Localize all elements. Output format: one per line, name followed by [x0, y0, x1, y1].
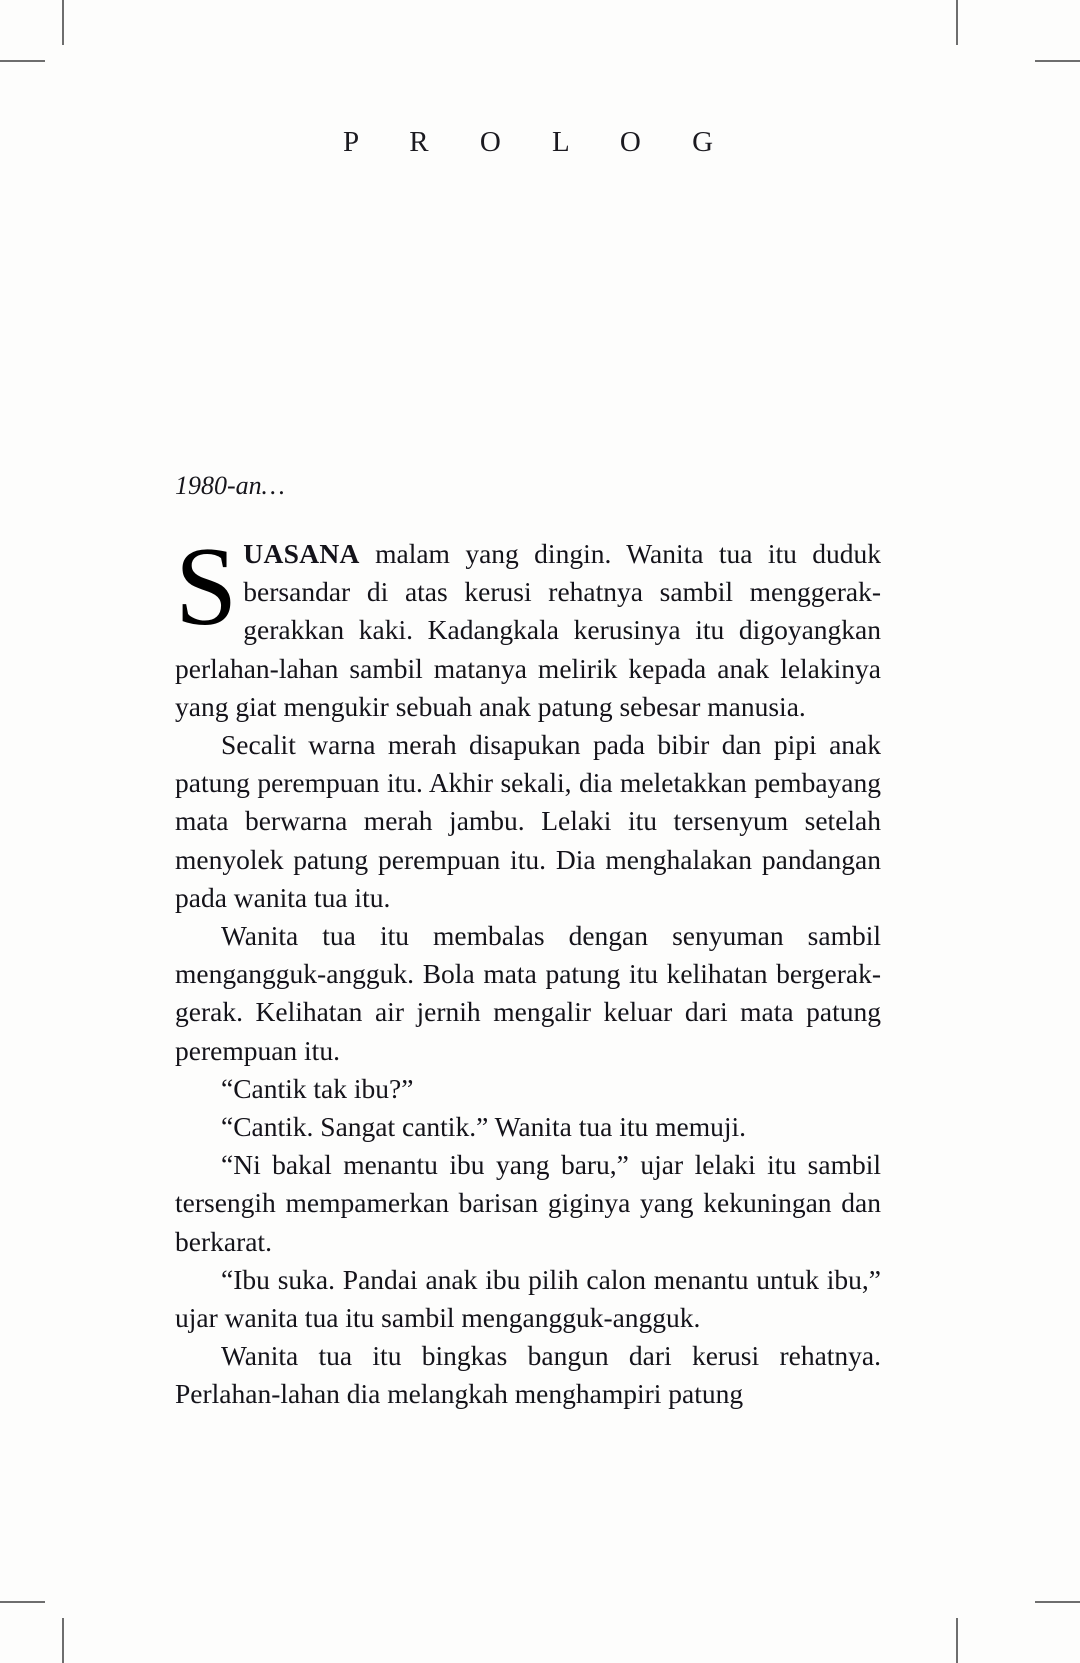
crop-mark-top-right-vertical	[956, 0, 958, 45]
paragraph: Wanita tua itu bingkas bangun dari kerusi rehatnya. Perlahan-lahan dia melangkah menghampiri patung	[175, 1340, 881, 1410]
crop-mark-top-left-horizontal	[0, 60, 45, 62]
crop-mark-top-left-vertical	[62, 0, 64, 45]
crop-mark-bottom-right-horizontal	[1035, 1601, 1080, 1603]
crop-mark-bottom-left-vertical	[62, 1618, 64, 1663]
paragraph: Secalit warna merah disapukan pada bibir dan pipi anak patung perempuan itu. Akhir sekali, dia meletakkan pembayang mata berwarna merah jambu. Lelaki itu tersenyum setelah menyolek patung perempuan itu. Dia menghalakan pandangan pada wanita tua itu.	[175, 729, 881, 913]
dialogue-line: “Cantik. Sangat cantik.” Wanita tua itu memuji.	[221, 1111, 746, 1143]
paragraph-text: malam yang dingin. Wanita tua itu duduk bersandar di atas kerusi rehatnya sambil menggerak-gerakkan kaki. Kadangkala kerusinya itu digoyangkan perlahan-lahan sambil matanya melirik kepada anak lelakinya yang giat mengukir sebuah anak patung sebesar manusia.	[175, 538, 881, 722]
dialogue-line: “Ni bakal menantu ibu yang baru,” ujar lelaki itu sambil tersengih mempamerkan barisan giginya yang kekuningan dan berkarat.	[175, 1149, 881, 1257]
dialogue-line: “Cantik tak ibu?”	[221, 1072, 414, 1104]
date-line: 1980-an…	[175, 471, 285, 500]
dialogue-line: “Ibu suka. Pandai anak ibu pilih calon menantu untuk ibu,” ujar wanita tua itu sambil mengangguk-angguk.	[175, 1263, 881, 1334]
paragraph: Wanita tua itu membalas dengan senyuman sambil mengangguk-angguk. Bola mata patung itu kelihatan bergerak-gerak. Kelihatan air jernih mengalir keluar dari mata patung perempuan itu.	[175, 920, 881, 1066]
crop-mark-bottom-right-vertical	[956, 1618, 958, 1663]
small-caps-leadin: UASANA	[243, 538, 360, 569]
drop-cap: S	[175, 525, 238, 649]
text-column	[175, 0, 881, 1663]
chapter-title: P R O L O G	[342, 126, 736, 158]
paragraph-opening	[175, 525, 881, 726]
crop-mark-top-right-horizontal	[1035, 60, 1080, 62]
body-text	[175, 501, 881, 1414]
crop-mark-bottom-left-horizontal	[0, 1601, 45, 1603]
